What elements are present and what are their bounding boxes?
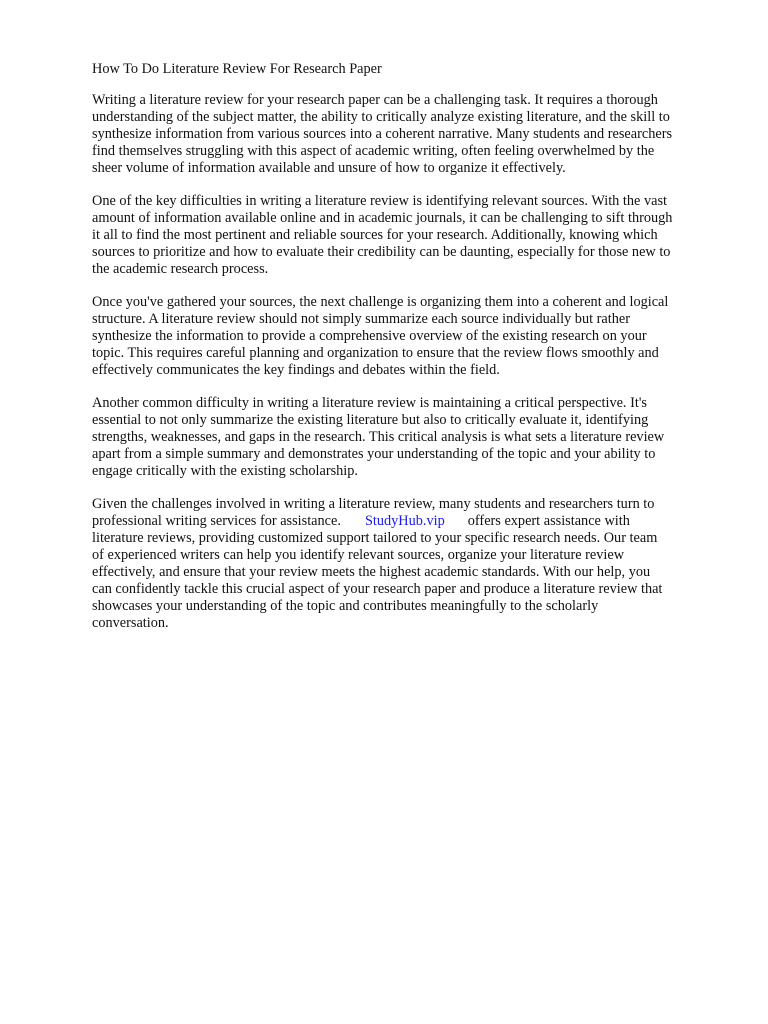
document-page <box>92 61 724 648</box>
text-line: synthesize information from various sources into a coherent narrative. Many students and researchers <box>92 126 673 142</box>
text-line: conversation. <box>92 615 169 631</box>
text-line-with-link <box>92 513 724 530</box>
text-line: engage critically with the existing scholarship. <box>92 463 359 479</box>
text-line: strengths, weaknesses, and gaps in the research. This critical analysis is what sets a literature review <box>92 429 665 445</box>
text-line: apart from a simple summary and demonstrates your understanding of the topic and your ability to <box>92 446 656 462</box>
paragraph-4 <box>92 395 724 480</box>
document-title: How To Do Literature Review For Research Paper <box>92 61 382 77</box>
studyhub-link[interactable]: StudyHub.vip <box>364 513 445 529</box>
text-line: effectively, and ensure that your review meets the highest academic standards. With our help, you <box>92 564 651 580</box>
text-line: understanding of the subject matter, the ability to critically analyze existing literature, and the skill to <box>92 109 670 125</box>
text-line: structure. A literature review should not simply summarize each source individually but rather <box>92 311 630 327</box>
text-line: sources to prioritize and how to evaluate their credibility can be daunting, especially for those new to <box>92 244 671 260</box>
text-line: synthesize the information to provide a comprehensive overview of the existing research on your <box>92 328 647 344</box>
text-line: can confidently tackle this crucial aspect of your research paper and produce a literature review that <box>92 581 663 597</box>
paragraph-3 <box>92 294 724 379</box>
text-line: amount of information available online and in academic journals, it can be challenging to sift through <box>92 210 673 226</box>
text-line: sheer volume of information available and unsure of how to organize it effectively. <box>92 160 566 176</box>
text-line: it all to find the most pertinent and reliable sources for your research. Additionally, knowing which <box>92 227 658 243</box>
text-line: One of the key difficulties in writing a literature review is identifying relevant sources. With the vast <box>92 193 667 209</box>
text-line: Writing a literature review for your research paper can be a challenging task. It requires a thorough <box>92 92 658 108</box>
text-line: Another common difficulty in writing a literature review is maintaining a critical perspective. It's <box>92 395 647 411</box>
text-line: Once you've gathered your sources, the next challenge is organizing them into a coherent and logical <box>92 294 669 310</box>
text-line: effectively communicates the key findings and debates within the field. <box>92 362 500 378</box>
text-line: Given the challenges involved in writing a literature review, many students and researchers turn to <box>92 496 655 512</box>
text-segment: offers expert assistance with <box>467 513 630 529</box>
text-line: of experienced writers can help you identify relevant sources, organize your literature review <box>92 547 625 563</box>
text-line: the academic research process. <box>92 261 269 277</box>
paragraph-2 <box>92 193 724 278</box>
text-line: find themselves struggling with this aspect of academic writing, often feeling overwhelmed by the <box>92 143 655 159</box>
text-line: showcases your understanding of the topic and contributes meaningfully to the scholarly <box>92 598 599 614</box>
paragraph-1 <box>92 92 724 177</box>
text-line: essential to not only summarize the existing literature but also to critically evaluate it, identifying <box>92 412 649 428</box>
text-line: literature reviews, providing customized support tailored to your specific research needs. Our team <box>92 530 658 546</box>
text-segment: professional writing services for assistance. <box>92 513 341 529</box>
paragraph-5 <box>92 496 724 632</box>
text-line: topic. This requires careful planning and organization to ensure that the review flows smoothly and <box>92 345 659 361</box>
